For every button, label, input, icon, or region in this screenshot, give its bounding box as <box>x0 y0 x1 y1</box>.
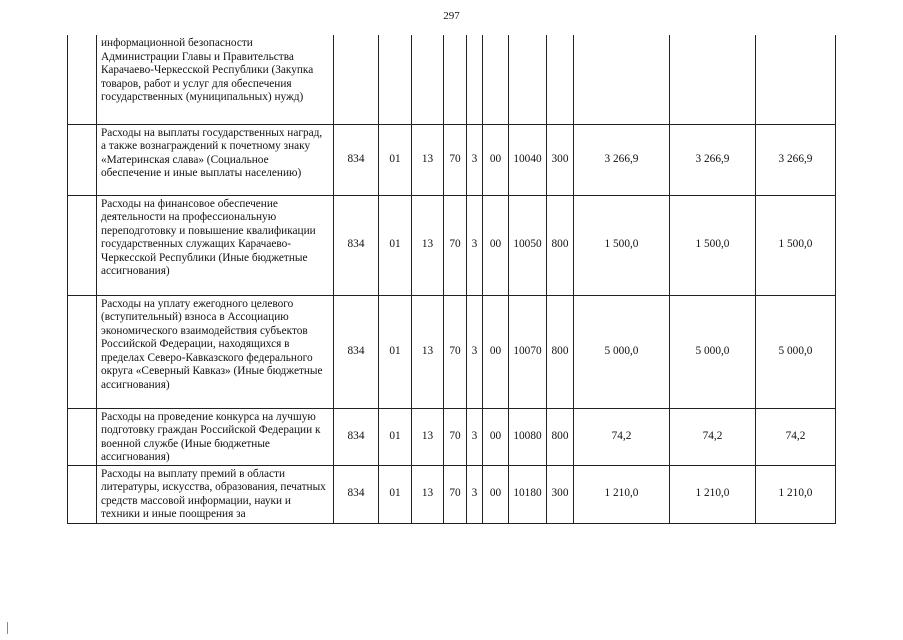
subsection-cell: 13 <box>412 295 444 408</box>
description-cell: информационной безопасности Администрации Главы и Правительства Карачаево-Черкесской Республики (Закупка товаров, работ и услуг для обеспечения государственных (муниципальных) нужд) <box>97 35 334 124</box>
description-cell: Расходы на выплаты государственных наград, а также вознаграждений к почетному знаку «Материнская слава» (Социальное обеспечение и иные выплаты населению) <box>97 124 334 195</box>
table-row <box>68 465 836 523</box>
table-row <box>68 124 836 195</box>
ministry-cell <box>334 35 379 124</box>
amount-3-cell: 1 210,0 <box>756 465 836 523</box>
amount-2-cell <box>670 35 756 124</box>
subprogram-cell: 3 <box>467 195 483 295</box>
section-cell: 01 <box>379 408 412 465</box>
subprogram-cell <box>467 35 483 124</box>
table-row <box>68 195 836 295</box>
scan-mark <box>7 622 8 634</box>
section-cell: 01 <box>379 295 412 408</box>
amount-2-cell: 1 210,0 <box>670 465 756 523</box>
subprogram-cell: 3 <box>467 408 483 465</box>
subprogram-cell: 3 <box>467 295 483 408</box>
main-event-cell: 00 <box>483 465 509 523</box>
main-event-cell: 00 <box>483 195 509 295</box>
direction-cell <box>509 35 547 124</box>
direction-cell: 10180 <box>509 465 547 523</box>
subprogram-cell: 3 <box>467 465 483 523</box>
description-cell: Расходы на выплату премий в области литературы, искусства, образования, печатных средств массовой информации, науки и техники и иные поощрения за <box>97 465 334 523</box>
subprogram-cell: 3 <box>467 124 483 195</box>
program-cell: 70 <box>444 295 467 408</box>
table-row <box>68 408 836 465</box>
row-number-cell <box>68 35 97 124</box>
budget-table <box>67 35 836 524</box>
direction-cell: 10040 <box>509 124 547 195</box>
direction-cell: 10080 <box>509 408 547 465</box>
main-event-cell <box>483 35 509 124</box>
amount-3-cell: 74,2 <box>756 408 836 465</box>
table-row <box>68 35 836 124</box>
main-event-cell: 00 <box>483 408 509 465</box>
amount-3-cell <box>756 35 836 124</box>
amount-2-cell: 5 000,0 <box>670 295 756 408</box>
ministry-cell: 834 <box>334 124 379 195</box>
row-number-cell <box>68 295 97 408</box>
section-cell: 01 <box>379 465 412 523</box>
direction-cell: 10070 <box>509 295 547 408</box>
ministry-cell: 834 <box>334 408 379 465</box>
program-cell <box>444 35 467 124</box>
table-row <box>68 295 836 408</box>
page-number: 297 <box>443 10 460 22</box>
amount-2-cell: 74,2 <box>670 408 756 465</box>
ministry-cell: 834 <box>334 465 379 523</box>
description-cell: Расходы на уплату ежегодного целевого (вступительный) взноса в Ассоциацию экономического взаимодействия субъектов Российской Федерации, находящихся в пределах Северо-Кавказского федерального округа «Северный Кавказ» (Иные бюджетные ассигнования) <box>97 295 334 408</box>
row-number-cell <box>68 124 97 195</box>
ministry-cell: 834 <box>334 195 379 295</box>
amount-3-cell: 3 266,9 <box>756 124 836 195</box>
amount-3-cell: 1 500,0 <box>756 195 836 295</box>
subsection-cell: 13 <box>412 408 444 465</box>
amount-2-cell: 1 500,0 <box>670 195 756 295</box>
amount-1-cell: 3 266,9 <box>574 124 670 195</box>
program-cell: 70 <box>444 408 467 465</box>
section-cell: 01 <box>379 195 412 295</box>
program-cell: 70 <box>444 124 467 195</box>
main-event-cell: 00 <box>483 124 509 195</box>
expense-type-cell: 300 <box>547 124 574 195</box>
table-body <box>68 35 836 523</box>
row-number-cell <box>68 408 97 465</box>
direction-cell: 10050 <box>509 195 547 295</box>
row-number-cell <box>68 465 97 523</box>
subsection-cell: 13 <box>412 124 444 195</box>
amount-3-cell: 5 000,0 <box>756 295 836 408</box>
ministry-cell: 834 <box>334 295 379 408</box>
subsection-cell <box>412 35 444 124</box>
expense-type-cell: 300 <box>547 465 574 523</box>
amount-1-cell: 5 000,0 <box>574 295 670 408</box>
expense-type-cell <box>547 35 574 124</box>
description-cell: Расходы на проведение конкурса на лучшую подготовку граждан Российской Федерации к военной службе (Иные бюджетные ассигнования) <box>97 408 334 465</box>
description-cell: Расходы на финансовое обеспечение деятельности на профессиональную переподготовку и повышение квалификации государственных служащих Карачаево-Черкесской Республики (Иные бюджетные ассигнования) <box>97 195 334 295</box>
amount-1-cell: 1 500,0 <box>574 195 670 295</box>
section-cell: 01 <box>379 124 412 195</box>
expense-type-cell: 800 <box>547 295 574 408</box>
row-number-cell <box>68 195 97 295</box>
amount-1-cell: 74,2 <box>574 408 670 465</box>
program-cell: 70 <box>444 465 467 523</box>
program-cell: 70 <box>444 195 467 295</box>
subsection-cell: 13 <box>412 195 444 295</box>
amount-1-cell: 1 210,0 <box>574 465 670 523</box>
subsection-cell: 13 <box>412 465 444 523</box>
expense-type-cell: 800 <box>547 408 574 465</box>
amount-1-cell <box>574 35 670 124</box>
expense-type-cell: 800 <box>547 195 574 295</box>
section-cell <box>379 35 412 124</box>
main-event-cell: 00 <box>483 295 509 408</box>
amount-2-cell: 3 266,9 <box>670 124 756 195</box>
